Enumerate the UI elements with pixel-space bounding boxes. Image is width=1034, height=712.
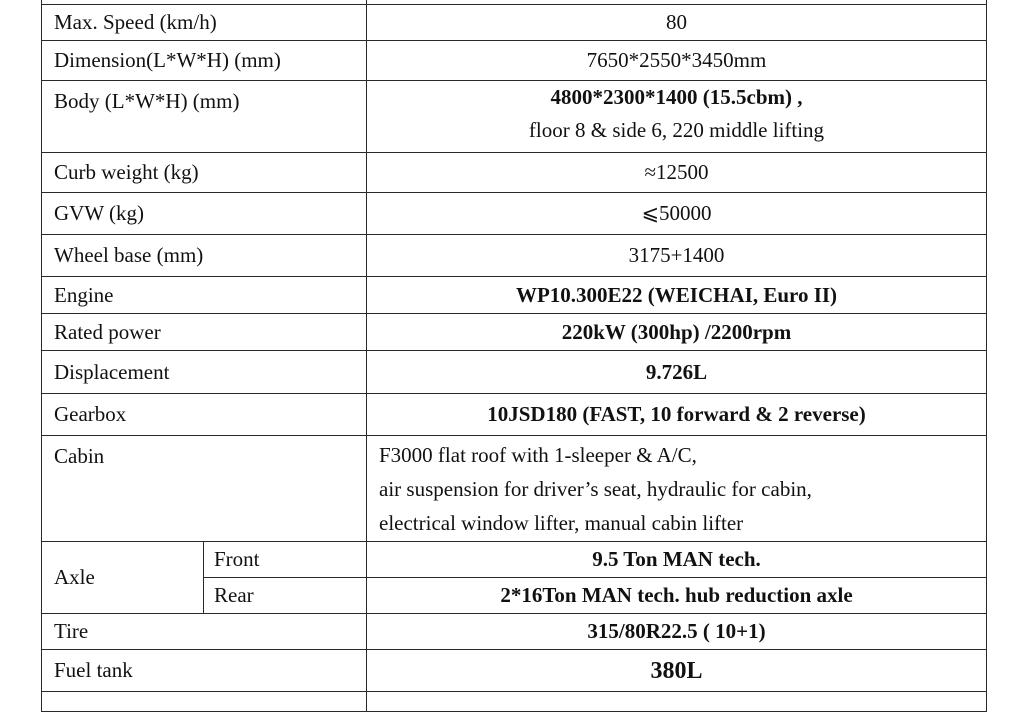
row-value: 3175+1400 [367, 235, 987, 277]
row-label: Curb weight (kg) [42, 153, 367, 193]
table-row [42, 650, 987, 692]
row-label: Gearbox [42, 394, 367, 436]
row-value [367, 436, 987, 542]
table-row [42, 277, 987, 314]
row-label: Rated power [42, 314, 367, 351]
row-value: 315/80R22.5 ( 10+1) [367, 614, 987, 650]
row-value-line: 4800*2300*1400 (15.5cbm) , [550, 85, 803, 109]
row-label: Max. Speed (km/h) [42, 5, 367, 41]
row-label-text: Cabin [54, 444, 105, 468]
row-value: 9.5 Ton MAN tech. [367, 542, 987, 578]
row-value: ≈12500 [367, 153, 987, 193]
table-row [42, 153, 987, 193]
row-sublabel: Rear [204, 578, 367, 614]
row-label: Dimension(L*W*H) (mm) [42, 41, 367, 81]
row-value: 9.726L [367, 351, 987, 394]
row-label [42, 436, 367, 542]
row-label: Axle [42, 542, 204, 614]
row-label: Tire [42, 614, 367, 650]
row-value [367, 81, 987, 153]
row-sublabel: Front [204, 542, 367, 578]
row-value-line: floor 8 & side 6, 220 middle lifting [528, 118, 825, 142]
row-label: GVW (kg) [42, 193, 367, 235]
row-value: 80 [367, 5, 987, 41]
row-value: 2*16Ton MAN tech. hub reduction axle [367, 578, 987, 614]
row-label: Displacement [42, 351, 367, 394]
table-row [42, 193, 987, 235]
table-row [42, 351, 987, 394]
row-label: Fuel tank [42, 650, 367, 692]
row-value-line: air suspension for driver’s seat, hydraulic for cabin, [379, 477, 812, 501]
row-value: 220kW (300hp) /2200rpm [367, 314, 987, 351]
row-value: 7650*2550*3450mm [367, 41, 987, 81]
row-value: WP10.300E22 (WEICHAI, Euro II) [367, 277, 987, 314]
row-value-line: F3000 flat roof with 1-sleeper & A/C, [379, 443, 697, 467]
row-label [42, 81, 367, 153]
table-row [42, 614, 987, 650]
row-label-text: Body (L*W*H) (mm) [54, 89, 240, 113]
row-value: ⩽50000 [367, 193, 987, 235]
table-row [42, 235, 987, 277]
table-row [42, 436, 987, 542]
row-value: 380L [367, 650, 987, 692]
table-row [42, 5, 987, 41]
table-row [42, 81, 987, 153]
table-row [42, 542, 987, 578]
table-row [42, 41, 987, 81]
row-value: 10JSD180 (FAST, 10 forward & 2 reverse) [367, 394, 987, 436]
spec-table [41, 0, 987, 712]
table-row [42, 394, 987, 436]
row-label: Engine [42, 277, 367, 314]
row-value-line: electrical window lifter, manual cabin lifter [379, 511, 744, 535]
table-row [42, 314, 987, 351]
row-label: Wheel base (mm) [42, 235, 367, 277]
